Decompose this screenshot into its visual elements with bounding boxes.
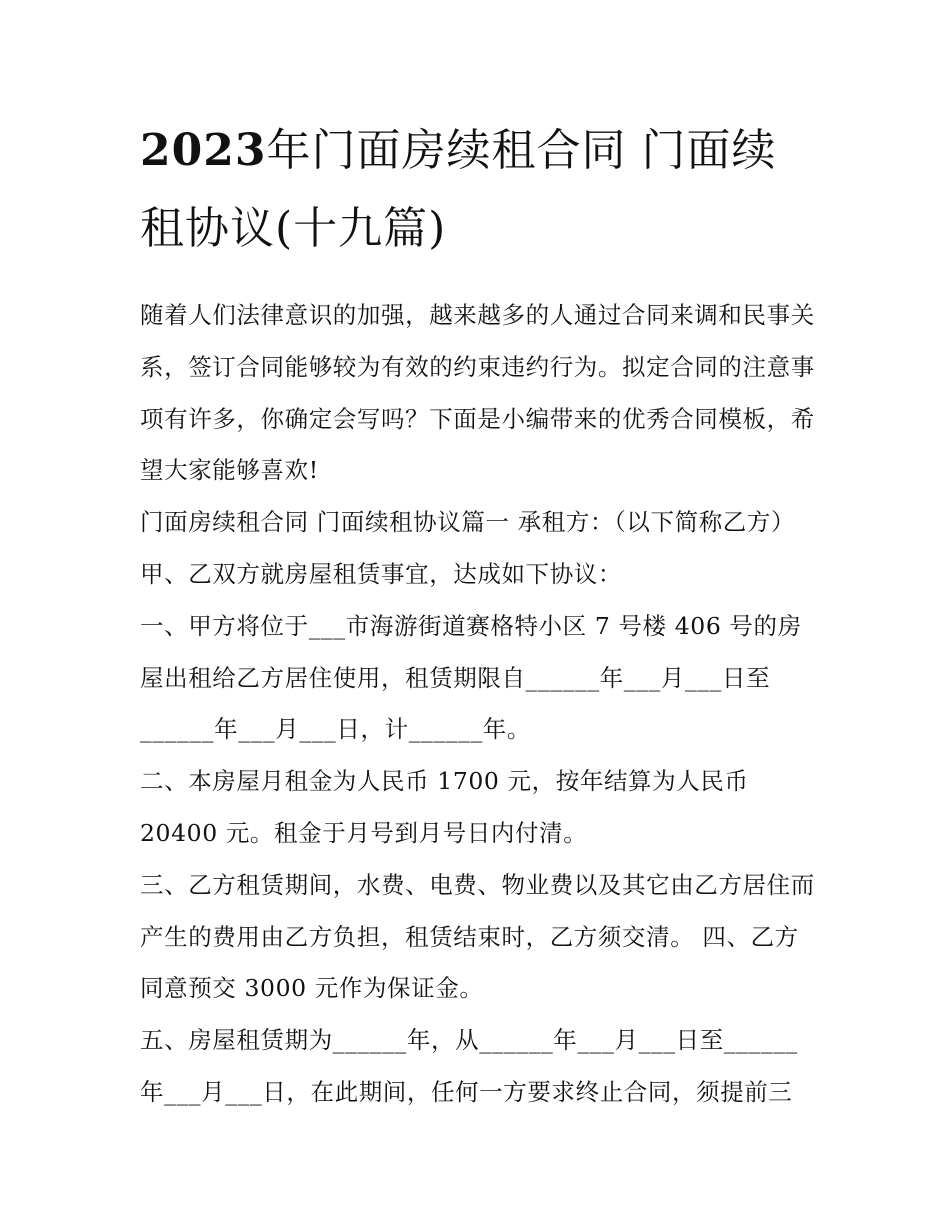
clause-3-4-paragraph: 三、乙方租赁期间，水费、电费、物业费以及其它由乙方居住而产生的费用由乙方负担，租赁结束时，乙方须交清。 四、乙方同意预交 3000 元作为保证金。 bbox=[140, 870, 815, 1003]
clause-1-paragraph: 一、甲方将位于___市海游街道赛格特小区 7 号楼 406 号的房屋出租给乙方居住使用，租赁期限自______年___月___日至______年___月___日，计______年。 bbox=[140, 611, 802, 744]
title-year: 2023 bbox=[140, 125, 267, 176]
intro-paragraph: 随着人们法律意识的加强，越来越多的人通过合同来调和民事关系，签订合同能够较为有效的约束违约行为。拟定合同的注意事项有许多，你确定会写吗？下面是小编带来的优秀合同模板，希望大家能够喜欢! bbox=[140, 301, 815, 485]
contract-heading-paragraph: 门面房续租合同 门面续租协议篇一 承租方：（以下简称乙方） 甲、乙双方就房屋租赁事宜，达成如下协议： bbox=[140, 508, 796, 588]
clause-2-paragraph: 二、本房屋月租金为人民币 1700 元，按年结算为人民币20400 元。租金于月号到月号日内付清。 bbox=[140, 767, 749, 847]
clause-5-paragraph: 五、房屋租赁期为______年，从______年___月___日至______年___月___日，在此期间，任何一方要求终止合同，须提前三 bbox=[140, 1026, 798, 1106]
document-page bbox=[140, 112, 820, 1119]
document-title bbox=[140, 112, 820, 268]
title-text: 年门面房续租合同 门面续租协议(十九篇) bbox=[140, 125, 777, 254]
